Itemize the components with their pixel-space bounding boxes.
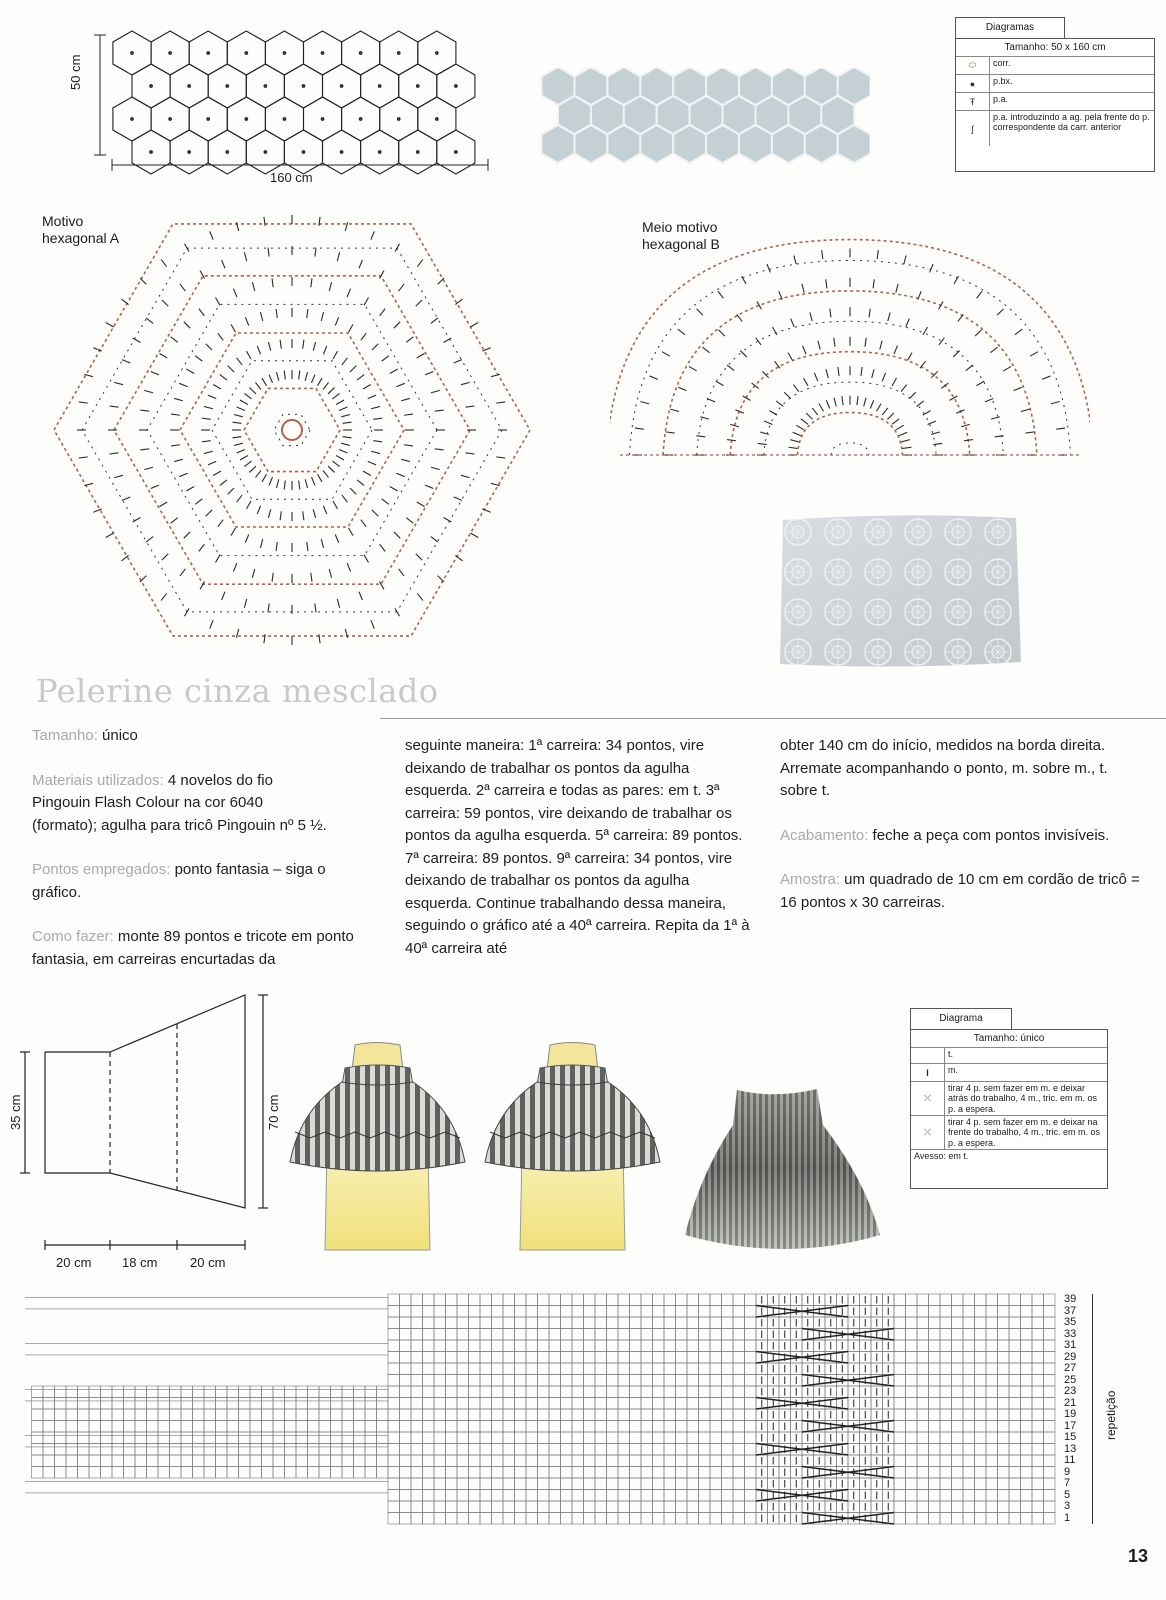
legend-row bbox=[956, 56, 1154, 74]
chart-row-number: 23 bbox=[1064, 1385, 1077, 1397]
text-finishing: feche a peça com pontos invisíveis. bbox=[868, 826, 1110, 844]
knitted-pelerine-photo bbox=[675, 1085, 890, 1260]
dimension-width-label: 160 cm bbox=[270, 170, 313, 185]
text-how-to: monte 89 pontos e tricote em ponto fantasia, em carreiras encurtadas da bbox=[32, 928, 354, 968]
motif-a-crochet-chart bbox=[30, 195, 555, 670]
mannequin-front-illustration bbox=[285, 1040, 470, 1255]
chart-row-number: 3 bbox=[1064, 1500, 1071, 1512]
chart-row-number: 15 bbox=[1064, 1431, 1077, 1443]
article-column-1 bbox=[32, 725, 382, 993]
chart-row-number: 13 bbox=[1064, 1442, 1077, 1455]
legend-text: m. bbox=[948, 1065, 958, 1075]
chart-row-number: 19 bbox=[1064, 1408, 1077, 1420]
paragraph-continued: seguinte maneira: 1ª carreira: 34 pontos, vire deixando de trabalhar os pontos da agulha esquerda. 2ª carreira e todas as pares: em t. 3ª carreira: 59 pontos, vire deixando de trabalhar os pontos da agulha esquerda. 5ª carreira: 89 pontos. 7ª carreira: 89 pontos. 9ª carreira: 34 pontos, vire deixando de trabalhar os pontos da agulha esquerda. Continue trabalhando dessa maneira, seguindo o gráfico até a 40ª carreira. Repita da 1ª à 40ª carreira até bbox=[405, 737, 750, 957]
paragraph-gauge bbox=[780, 869, 1145, 914]
label-finishing: Acabamento: bbox=[780, 826, 869, 844]
mannequin-back-illustration bbox=[480, 1040, 665, 1255]
chart-row-number: 25 bbox=[1064, 1373, 1077, 1386]
legend-text: tirar 4 p. sem fazer em m. e deixar atrás do trabalho, 4 m., tric. em m. os p. a espera. bbox=[948, 1083, 1098, 1114]
legend-row bbox=[956, 74, 1154, 92]
paragraph-materials bbox=[32, 770, 332, 838]
article-column-3 bbox=[780, 735, 1145, 936]
motif-b-label-line1: Meio motivo bbox=[642, 219, 718, 235]
chart-row-number: 17 bbox=[1064, 1419, 1077, 1432]
legend-row bbox=[911, 1047, 1107, 1063]
diagram-legend-box bbox=[955, 38, 1155, 172]
chart-row-number: 35 bbox=[1064, 1316, 1077, 1328]
chart-row-number: 37 bbox=[1064, 1304, 1077, 1317]
legend-row bbox=[911, 1149, 1107, 1163]
chart-row-number: 9 bbox=[1064, 1465, 1071, 1478]
dimension-70-label: 70 cm bbox=[266, 1094, 281, 1130]
motif-b-crochet-chart bbox=[610, 200, 1090, 470]
pelerine-schematic bbox=[5, 990, 280, 1275]
legend-text: p.a. bbox=[993, 94, 1009, 104]
double-crochet-symbol-icon: Ŧ bbox=[969, 96, 976, 107]
diagram-size: Tamanho: 50 x 160 cm bbox=[1004, 42, 1106, 53]
page-number: 13 bbox=[1128, 1546, 1149, 1566]
chart-row-number: 27 bbox=[1064, 1362, 1077, 1374]
legend-text: p.bx. bbox=[993, 76, 1013, 86]
text-gauge: um quadrado de 10 cm em cordão de tricô = 16 pontos x 30 carreiras. bbox=[780, 871, 1140, 911]
chart-row-number: 33 bbox=[1064, 1327, 1077, 1340]
dot-symbol-icon: ● bbox=[969, 78, 976, 89]
chart-row-number: 21 bbox=[1064, 1396, 1077, 1409]
chart-row-number: 7 bbox=[1064, 1477, 1071, 1489]
legend-text: tirar 4 p. sem fazer em m. e deixar na frente do trabalho, 4 m., tric. em m. os p. a espera. bbox=[948, 1117, 1101, 1148]
diagram-tab: Diagrama bbox=[910, 1008, 1012, 1030]
legend-row bbox=[956, 110, 1154, 146]
legend-row bbox=[911, 1115, 1107, 1149]
legend-row bbox=[911, 1081, 1107, 1115]
knitting-chart-grid bbox=[25, 1280, 1065, 1525]
title-rule bbox=[380, 718, 1166, 719]
legend-text: p.a. introduzindo a ag. pela frente do p. correspondente da carr. anterior bbox=[993, 112, 1150, 133]
dimension-20a-label: 20 cm bbox=[56, 1255, 92, 1270]
dimension-20b-label: 20 cm bbox=[190, 1255, 226, 1270]
chart-row-number: 29 bbox=[1064, 1350, 1077, 1363]
chart-repeat-bracket bbox=[1092, 1294, 1098, 1524]
label-size: Tamanho: bbox=[32, 727, 98, 744]
legend-text: corr. bbox=[993, 58, 1011, 68]
motif-b-label-line2: hexagonal B bbox=[642, 236, 720, 252]
article-column-2 bbox=[405, 735, 750, 982]
chart-row-numbers bbox=[1064, 1294, 1094, 1524]
front-post-double-crochet-icon: ʃ bbox=[971, 123, 974, 134]
knit-symbol-icon: I bbox=[911, 1064, 945, 1081]
label-stitches: Pontos empregados: bbox=[32, 861, 171, 878]
crochet-stole-photo bbox=[778, 512, 1023, 670]
label-how-to: Como fazer: bbox=[32, 928, 114, 945]
diagram-legend-box bbox=[910, 1029, 1108, 1189]
dimension-35-label: 35 cm bbox=[8, 1094, 23, 1130]
legend-row bbox=[956, 92, 1154, 110]
label-gauge: Amostra: bbox=[780, 871, 841, 888]
legend-footer: Avesso: em t. bbox=[914, 1151, 969, 1162]
text-size: único bbox=[97, 727, 138, 744]
cable-back-icon: ⤫ bbox=[923, 1093, 932, 1104]
label-materials: Materiais utilizados: bbox=[32, 771, 164, 789]
paragraph-finish-length bbox=[780, 735, 1145, 803]
chart-row-number: 11 bbox=[1064, 1454, 1076, 1466]
motif-a-label-line2: hexagonal A bbox=[42, 230, 120, 246]
paragraph-how-to bbox=[32, 926, 382, 971]
chart-row-number: 39 bbox=[1064, 1293, 1077, 1305]
text-stitches: ponto fantasia – siga o gráfico. bbox=[32, 861, 326, 901]
cable-front-icon: ⤫ bbox=[923, 1127, 932, 1138]
paragraph-size bbox=[32, 725, 382, 748]
text-finish-length: obter 140 cm do início, medidos na borda direita. Arremate acompanhando o ponto, m. sobre m., t. sobre t. bbox=[780, 737, 1108, 799]
diagram-size: Tamanho: único bbox=[973, 1033, 1045, 1044]
chain-symbol-icon: ⬭ bbox=[968, 60, 977, 70]
chart-row-number: 1 bbox=[1064, 1511, 1071, 1524]
dimension-18-label: 18 cm bbox=[122, 1255, 158, 1270]
text-materials: 4 novelos do fio Pingouin Flash Colour na cor 6040 (formato); agulha para tricô Pingouin nº 5 ½. bbox=[32, 771, 327, 834]
hexagon-strip-shaded bbox=[540, 68, 870, 168]
paragraph-stitches bbox=[32, 859, 352, 904]
article-title: Pelerine cinza mesclado bbox=[36, 672, 439, 710]
chart-row-number: 31 bbox=[1064, 1339, 1077, 1351]
motif-a-label-line1: Motivo bbox=[42, 213, 84, 229]
chart-repeat-label: repetição bbox=[1104, 1390, 1118, 1440]
hexagon-layout-schematic bbox=[80, 25, 510, 190]
chart-row-number: 5 bbox=[1064, 1488, 1071, 1501]
legend-row bbox=[911, 1063, 1107, 1081]
paragraph-finishing bbox=[780, 825, 1145, 848]
diagram-tab: Diagramas bbox=[955, 17, 1065, 39]
dimension-height-label: 50 cm bbox=[68, 54, 83, 90]
legend-text: t. bbox=[948, 1049, 954, 1059]
